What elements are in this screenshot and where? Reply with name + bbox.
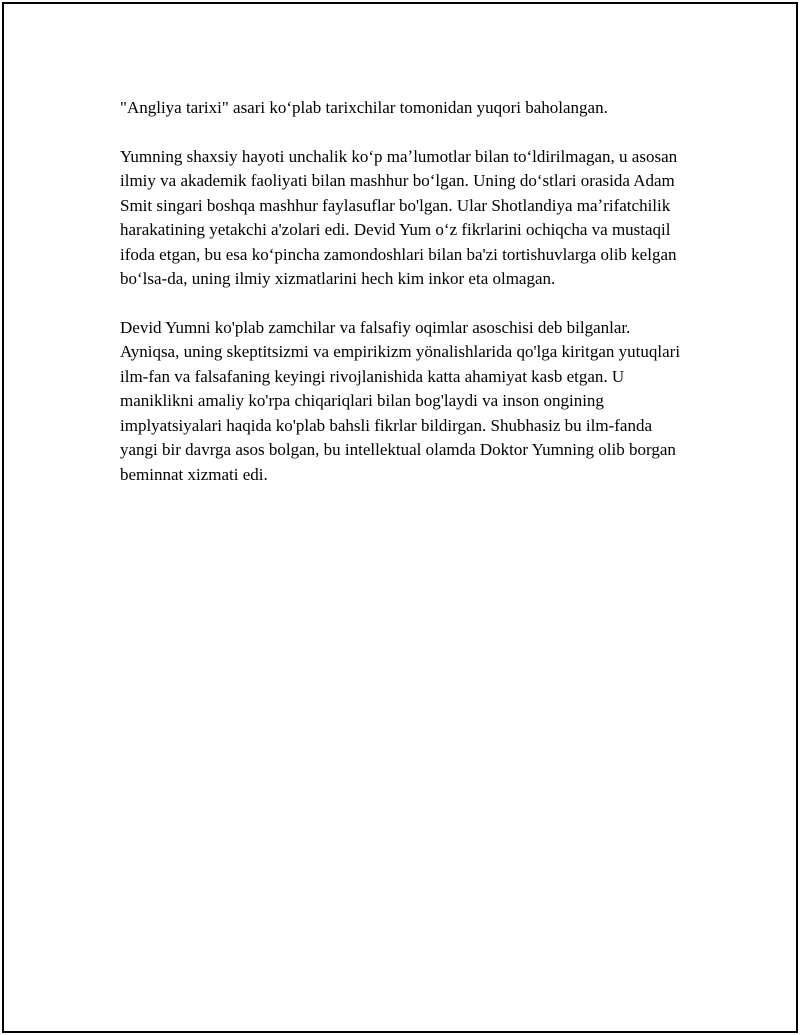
- paragraph-personal-life: Yumning shaxsiy hayoti unchalik koʻp maʼlumotlar bilan toʻldirilmagan, u asosan ilmiy va akademik faoliyati bilan mashhur boʻlgan. Uning doʻstlari orasida Adam Smit singari boshqa mashhur faylasuflar bo'lgan. Ular Shotlandiya maʼrifatchilik harakatining yetakchi a'zolari edi. Devid Yum oʻz fikrlarini ochiqcha va mustaqil ifoda etgan, bu esa koʻpincha zamondoshlari bilan ba'zi tortishuvlarga olib kelgan boʻlsa-da, uning ilmiy xizmatlarini hech kim inkor eta olmagan.: [120, 146, 678, 288]
- document-page: [2, 2, 798, 1033]
- document-body: [120, 96, 692, 511]
- paragraph-legacy: Devid Yumni ko'plab zamchilar va falsafiy oqimlar asoschisi deb bilganlar. Ayniqsa, uning skeptitsizmi va empirikizm yönalishlarida qo'lga kiritgan yutuqlari ilm-fan va falsafaning keyingi rivojlanishida katta ahamiyat kasb etgan. U maniklikni amaliy ko'rpa chiqariqlari bilan bog'laydi va inson ongining implyatsiyalari haqida ko'plab bahsli fikrlar bildirgan. Shubhasiz bu ilm-fanda yangi bir davrga asos bolgan, bu intellektual olamda Doktor Yumning olib borgan beminnat xizmati edi.: [120, 317, 681, 484]
- paragraph-intro: "Angliya tarixi" asari koʻplab tarixchilar tomonidan yuqori baholangan.: [120, 98, 608, 117]
